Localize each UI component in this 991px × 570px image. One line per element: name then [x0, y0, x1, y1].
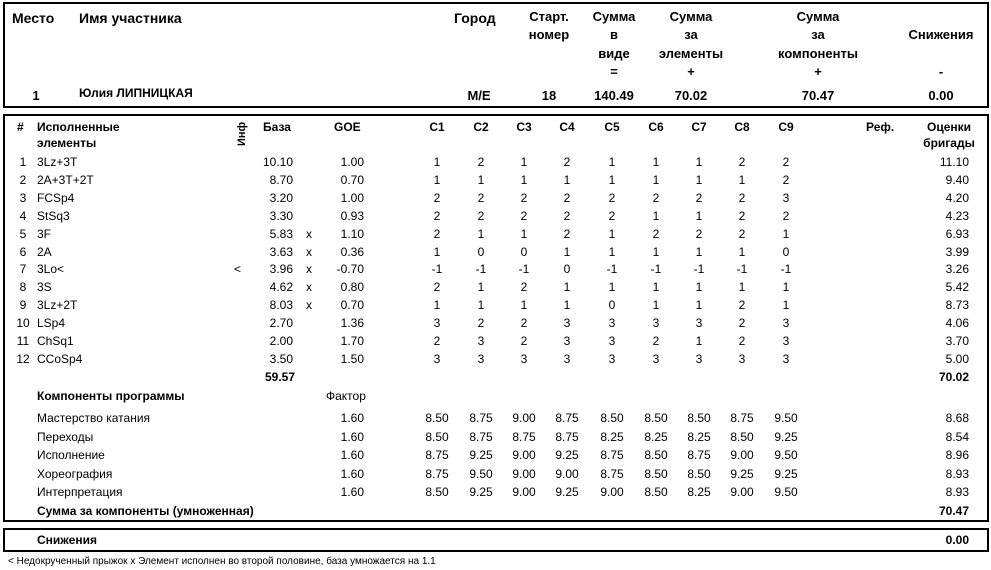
- col-judge-7: C7: [691, 120, 707, 134]
- element-judge-5: 1: [608, 244, 616, 259]
- factor-header: Фактор: [326, 389, 366, 403]
- element-x-mark: x: [306, 298, 312, 313]
- element-number: 11: [16, 334, 30, 348]
- element-judge-8: 2: [738, 334, 746, 348]
- element-score: 4.20: [945, 190, 969, 205]
- base-total: 59.57: [264, 370, 295, 384]
- component-judge-6: 8.50: [644, 485, 668, 500]
- element-judge-5: 3: [608, 334, 616, 348]
- component-score: 8.68: [945, 411, 969, 425]
- element-judge-7: 1: [695, 172, 703, 187]
- element-judge-7: 2: [695, 190, 703, 205]
- element-judge-6: 1: [652, 208, 660, 223]
- element-goe: 1.36: [340, 316, 364, 331]
- element-score: 4.06: [945, 316, 969, 331]
- component-judge-1: 8.50: [425, 411, 449, 425]
- element-judge-9: 3: [782, 316, 790, 331]
- element-goe: 1.00: [340, 190, 364, 205]
- skater-total: 140.49: [594, 88, 634, 103]
- element-judge-9: 2: [782, 172, 790, 187]
- element-judge-5: 1: [608, 155, 616, 169]
- element-judge-7: 1: [695, 244, 703, 259]
- element-judge-4: 1: [563, 298, 571, 313]
- footnote: < Недокрученный прыжок x Элемент исполнен во второй половине, база умножается на 1.1: [8, 556, 436, 567]
- element-judge-1: 2: [433, 280, 441, 295]
- element-judge-6: 2: [652, 190, 660, 205]
- element-judge-8: 2: [738, 298, 746, 313]
- element-judge-2: 2: [477, 190, 485, 205]
- element-base: 4.62: [269, 280, 293, 295]
- component-judge-5: 9.00: [600, 485, 624, 500]
- element-judge-3: 1: [520, 226, 528, 241]
- element-judge-1: 1: [433, 244, 441, 259]
- element-judge-4: 3: [563, 316, 571, 331]
- element-goe: 0.80: [340, 280, 364, 295]
- element-goe: 0.70: [340, 298, 364, 313]
- element-judge-2: 2: [477, 208, 485, 223]
- ded-header-2: -: [938, 64, 944, 79]
- element-judge-4: 2: [563, 155, 571, 169]
- element-number: 3: [19, 190, 27, 205]
- element-number: 4: [19, 208, 27, 223]
- element-name: 3F: [37, 226, 52, 241]
- element-judge-6: 1: [652, 244, 660, 259]
- element-name: FCSp4: [37, 190, 75, 205]
- element-judge-8: 3: [738, 351, 746, 366]
- element-judge-2: 1: [477, 298, 485, 313]
- col-judge-1: C1: [429, 120, 445, 134]
- total-header-1: Сумма: [592, 9, 636, 24]
- component-name: Исполнение: [37, 448, 105, 463]
- element-judge-7: 1: [695, 155, 703, 169]
- element-judge-1: 3: [433, 316, 441, 331]
- component-judge-8: 9.00: [730, 485, 754, 500]
- element-judge-8: 2: [738, 226, 746, 241]
- element-x-mark: x: [306, 244, 312, 259]
- element-judge-8: 2: [738, 208, 746, 223]
- element-judge-8: 1: [738, 244, 746, 259]
- element-base: 5.83: [269, 226, 293, 241]
- element-judge-9: 1: [782, 298, 790, 313]
- element-judge-1: 3: [433, 351, 441, 366]
- element-judge-5: 2: [608, 208, 616, 223]
- components-total: 70.47: [938, 504, 969, 518]
- element-judge-4: 0: [563, 262, 571, 277]
- place-header: Место: [12, 10, 55, 26]
- name-header: Имя участника: [79, 10, 182, 26]
- element-name: LSp4: [37, 316, 66, 331]
- skater-city: М/Е: [467, 88, 491, 103]
- element-goe: 1.00: [340, 155, 364, 169]
- component-score: 8.54: [945, 429, 969, 444]
- element-judge-3: 1: [520, 298, 528, 313]
- element-judge-9: 3: [782, 351, 790, 366]
- element-judge-7: 1: [695, 208, 703, 223]
- element-judge-2: 1: [477, 172, 485, 187]
- element-judge-8: 2: [738, 190, 746, 205]
- element-judge-1: 2: [433, 190, 441, 205]
- element-judge-9: 2: [782, 208, 790, 223]
- component-judge-9: 9.25: [774, 429, 798, 444]
- skater-pcs: 70.47: [801, 88, 835, 103]
- element-judge-6: -1: [650, 262, 662, 277]
- element-judge-4: 2: [563, 226, 571, 241]
- element-judge-8: 1: [738, 172, 746, 187]
- element-judge-9: -1: [780, 262, 792, 277]
- element-number: 2: [19, 172, 27, 187]
- element-base: 3.96: [269, 262, 293, 277]
- element-name: 2A: [37, 244, 52, 259]
- element-name: 2A+3T+2T: [37, 172, 94, 187]
- col-num: #: [17, 120, 24, 134]
- components-total-label: Сумма за компоненты (умноженная): [37, 504, 254, 518]
- component-judge-7: 8.50: [687, 411, 711, 425]
- skater-place: 1: [32, 88, 40, 103]
- element-name: ChSq1: [37, 334, 74, 348]
- element-judge-2: 0: [477, 244, 485, 259]
- component-score: 8.93: [945, 466, 969, 481]
- pcs-header-1: Сумма: [796, 9, 840, 24]
- component-judge-4: 9.25: [555, 485, 579, 500]
- element-judge-3: 2: [520, 190, 528, 205]
- element-judge-4: 2: [563, 190, 571, 205]
- element-judge-1: 2: [433, 226, 441, 241]
- element-judge-5: 2: [608, 190, 616, 205]
- component-judge-6: 8.50: [644, 466, 668, 481]
- component-judge-2: 9.50: [469, 466, 493, 481]
- details-box: [3, 114, 989, 522]
- component-judge-4: 8.75: [555, 429, 579, 444]
- element-score: 3.70: [945, 334, 969, 348]
- element-judge-4: 1: [563, 244, 571, 259]
- element-judge-6: 3: [652, 351, 660, 366]
- component-judge-9: 9.50: [774, 485, 798, 500]
- component-judge-1: 8.50: [425, 429, 449, 444]
- element-judge-7: -1: [693, 262, 705, 277]
- component-judge-4: 8.75: [555, 411, 579, 425]
- element-x-mark: x: [306, 280, 312, 295]
- element-score: 6.93: [945, 226, 969, 241]
- col-judge-3: C3: [516, 120, 532, 134]
- element-judge-2: 1: [477, 226, 485, 241]
- element-judge-4: 3: [563, 351, 571, 366]
- component-judge-6: 8.25: [644, 429, 668, 444]
- deductions-label: Снижения: [37, 533, 97, 547]
- element-judge-5: 1: [608, 226, 616, 241]
- element-judge-2: 3: [477, 334, 485, 348]
- element-judge-6: 3: [652, 316, 660, 331]
- col-judge-9: C9: [778, 120, 794, 134]
- element-score: 9.40: [945, 172, 969, 187]
- element-goe: 1.50: [340, 351, 364, 366]
- component-judge-3: 9.00: [512, 485, 536, 500]
- component-judge-1: 8.75: [425, 466, 449, 481]
- element-judge-5: 1: [608, 172, 616, 187]
- element-judge-2: 2: [477, 155, 485, 169]
- element-judge-4: 2: [563, 208, 571, 223]
- col-info: Инф: [236, 121, 248, 146]
- component-judge-3: 9.00: [512, 466, 536, 481]
- component-score: 8.96: [945, 448, 969, 463]
- component-judge-9: 9.50: [774, 448, 798, 463]
- col-base: База: [263, 120, 291, 134]
- element-judge-1: -1: [431, 262, 443, 277]
- components-title: Компоненты программы: [37, 389, 185, 403]
- element-judge-9: 1: [782, 226, 790, 241]
- element-judge-1: 2: [433, 334, 441, 348]
- component-judge-8: 8.50: [730, 429, 754, 444]
- element-judge-5: 3: [608, 316, 616, 331]
- element-number: 10: [16, 316, 30, 331]
- element-judge-9: 3: [782, 334, 790, 348]
- element-judge-7: 1: [695, 280, 703, 295]
- start-header-2: номер: [528, 27, 570, 42]
- component-judge-1: 8.50: [425, 485, 449, 500]
- element-base: 2.70: [269, 316, 293, 331]
- tes-header-4: +: [687, 64, 695, 79]
- element-judge-2: 2: [477, 316, 485, 331]
- tes-header-2: за: [684, 27, 698, 42]
- component-judge-8: 8.75: [730, 411, 754, 425]
- element-x-mark: x: [306, 226, 312, 241]
- component-judge-7: 8.25: [687, 429, 711, 444]
- element-judge-6: 1: [652, 172, 660, 187]
- element-score: 8.73: [945, 298, 969, 313]
- element-judge-7: 2: [695, 226, 703, 241]
- element-x-mark: x: [306, 262, 312, 277]
- city-header: Город: [454, 10, 496, 26]
- pcs-header-4: +: [814, 64, 822, 79]
- component-score: 8.93: [945, 485, 969, 500]
- element-judge-3: 2: [520, 316, 528, 331]
- component-judge-2: 9.25: [469, 448, 493, 463]
- element-judge-6: 1: [652, 155, 660, 169]
- col-score-2: бригады: [923, 136, 975, 150]
- element-judge-3: 2: [520, 280, 528, 295]
- component-judge-2: 9.25: [469, 485, 493, 500]
- element-name: 3Lo<: [37, 262, 65, 277]
- element-judge-1: 1: [433, 155, 441, 169]
- element-name: 3S: [37, 280, 52, 295]
- element-judge-4: 1: [563, 280, 571, 295]
- col-ref: Реф.: [866, 120, 895, 134]
- element-name: 3Lz+3T: [37, 155, 78, 169]
- component-judge-3: 9.00: [512, 448, 536, 463]
- element-name: 3Lz+2T: [37, 298, 78, 313]
- element-judge-4: 3: [563, 334, 571, 348]
- col-goe: GOE: [334, 120, 361, 134]
- component-factor: 1.60: [340, 448, 364, 463]
- component-name: Переходы: [37, 429, 94, 444]
- element-score: 3.26: [945, 262, 969, 277]
- element-judge-2: 3: [477, 351, 485, 366]
- element-name: CCoSp4: [37, 351, 83, 366]
- element-judge-7: 3: [695, 351, 703, 366]
- element-base: 2.00: [269, 334, 293, 348]
- element-number: 12: [16, 351, 30, 366]
- element-judge-5: 1: [608, 280, 616, 295]
- element-judge-3: 1: [520, 172, 528, 187]
- element-number: 8: [19, 280, 27, 295]
- component-judge-5: 8.75: [600, 466, 624, 481]
- tes-header-3: элементы: [658, 46, 724, 61]
- deductions-box: [3, 528, 989, 552]
- start-header-1: Старт.: [529, 9, 569, 24]
- element-judge-1: 1: [433, 298, 441, 313]
- element-number: 7: [19, 262, 27, 277]
- tes-total: 70.02: [938, 370, 969, 384]
- element-score: 3.99: [945, 244, 969, 259]
- element-goe: 1.10: [340, 226, 364, 241]
- element-judge-3: -1: [518, 262, 530, 277]
- element-number: 5: [19, 226, 27, 241]
- element-judge-2: -1: [475, 262, 487, 277]
- component-factor: 1.60: [340, 466, 364, 481]
- element-judge-9: 3: [782, 190, 790, 205]
- element-base: 3.50: [269, 351, 293, 366]
- component-name: Хореография: [37, 466, 113, 481]
- total-header-2: в: [610, 27, 618, 42]
- component-judge-3: 8.75: [512, 429, 536, 444]
- element-score: 5.42: [945, 280, 969, 295]
- component-judge-8: 9.25: [730, 466, 754, 481]
- component-name: Интерпретация: [37, 485, 123, 500]
- component-judge-5: 8.50: [600, 411, 624, 425]
- element-judge-9: 1: [782, 280, 790, 295]
- element-number: 6: [19, 244, 27, 259]
- element-number: 9: [19, 298, 27, 313]
- component-judge-6: 8.50: [644, 411, 668, 425]
- component-judge-8: 9.00: [730, 448, 754, 463]
- col-judge-2: C2: [473, 120, 489, 134]
- element-judge-9: 2: [782, 155, 790, 169]
- element-judge-8: 1: [738, 280, 746, 295]
- element-judge-5: 3: [608, 351, 616, 366]
- component-factor: 1.60: [340, 485, 364, 500]
- element-judge-7: 1: [695, 334, 703, 348]
- element-base: 3.30: [269, 208, 293, 223]
- skater-tes: 70.02: [674, 88, 708, 103]
- element-judge-1: 1: [433, 172, 441, 187]
- component-judge-2: 8.75: [469, 411, 493, 425]
- tes-header-1: Сумма: [669, 9, 713, 24]
- element-judge-2: 1: [477, 280, 485, 295]
- element-judge-3: 2: [520, 334, 528, 348]
- element-judge-8: 2: [738, 316, 746, 331]
- element-judge-3: 3: [520, 351, 528, 366]
- ded-header-1: Снижения: [908, 27, 974, 42]
- component-factor: 1.60: [340, 411, 364, 425]
- component-judge-9: 9.25: [774, 466, 798, 481]
- element-judge-1: 2: [433, 208, 441, 223]
- element-goe: 0.70: [340, 172, 364, 187]
- element-name: StSq3: [37, 208, 70, 223]
- component-judge-6: 8.50: [644, 448, 668, 463]
- component-judge-7: 8.75: [687, 448, 711, 463]
- component-judge-4: 9.25: [555, 448, 579, 463]
- skater-name: Юлия ЛИПНИЦКАЯ: [79, 86, 193, 100]
- total-header-4: =: [610, 64, 618, 79]
- component-judge-3: 9.00: [512, 411, 536, 425]
- col-element-2: элементы: [37, 136, 97, 150]
- element-judge-5: 0: [608, 298, 616, 313]
- col-score-1: Оценки: [926, 120, 972, 134]
- element-goe: -0.70: [336, 262, 364, 277]
- component-judge-2: 8.75: [469, 429, 493, 444]
- element-judge-8: -1: [736, 262, 748, 277]
- element-score: 5.00: [945, 351, 969, 366]
- element-base: 3.20: [269, 190, 293, 205]
- pcs-header-3: компоненты: [778, 46, 858, 61]
- element-number: 1: [19, 155, 27, 169]
- element-judge-6: 1: [652, 280, 660, 295]
- element-judge-5: -1: [606, 262, 618, 277]
- element-base: 8.70: [269, 172, 293, 187]
- col-judge-5: C5: [604, 120, 620, 134]
- skater-start-no: 18: [541, 88, 557, 103]
- element-base: 3.63: [269, 244, 293, 259]
- element-base: 10.10: [262, 155, 293, 169]
- element-judge-6: 2: [652, 334, 660, 348]
- col-judge-4: C4: [559, 120, 575, 134]
- component-judge-9: 9.50: [774, 411, 798, 425]
- component-judge-7: 8.50: [687, 466, 711, 481]
- element-goe: 1.70: [340, 334, 364, 348]
- element-score: 11.10: [939, 155, 969, 169]
- element-judge-8: 2: [738, 155, 746, 169]
- element-judge-6: 2: [652, 226, 660, 241]
- skater-deductions: 0.00: [928, 88, 954, 103]
- element-judge-4: 1: [563, 172, 571, 187]
- element-base: 8.03: [269, 298, 293, 313]
- col-element-1: Исполненные: [37, 120, 120, 134]
- component-factor: 1.60: [340, 429, 364, 444]
- pcs-header-2: за: [811, 27, 825, 42]
- element-judge-7: 1: [695, 298, 703, 313]
- element-judge-3: 2: [520, 208, 528, 223]
- component-name: Мастерство катания: [37, 411, 151, 425]
- element-judge-3: 0: [520, 244, 528, 259]
- col-judge-8: C8: [734, 120, 750, 134]
- col-judge-6: C6: [648, 120, 664, 134]
- element-judge-6: 1: [652, 298, 660, 313]
- element-judge-7: 3: [695, 316, 703, 331]
- component-judge-5: 8.25: [600, 429, 624, 444]
- component-judge-1: 8.75: [425, 448, 449, 463]
- element-judge-9: 0: [782, 244, 790, 259]
- component-judge-4: 9.00: [555, 466, 579, 481]
- element-goe: 0.93: [340, 208, 364, 223]
- element-goe: 0.36: [340, 244, 364, 259]
- element-judge-3: 1: [520, 155, 528, 169]
- element-score: 4.23: [945, 208, 969, 223]
- component-judge-5: 8.75: [600, 448, 624, 463]
- total-header-3: виде: [598, 46, 630, 61]
- component-judge-7: 8.25: [687, 485, 711, 500]
- deductions-value: 0.00: [945, 533, 969, 547]
- element-info: <: [234, 262, 242, 277]
